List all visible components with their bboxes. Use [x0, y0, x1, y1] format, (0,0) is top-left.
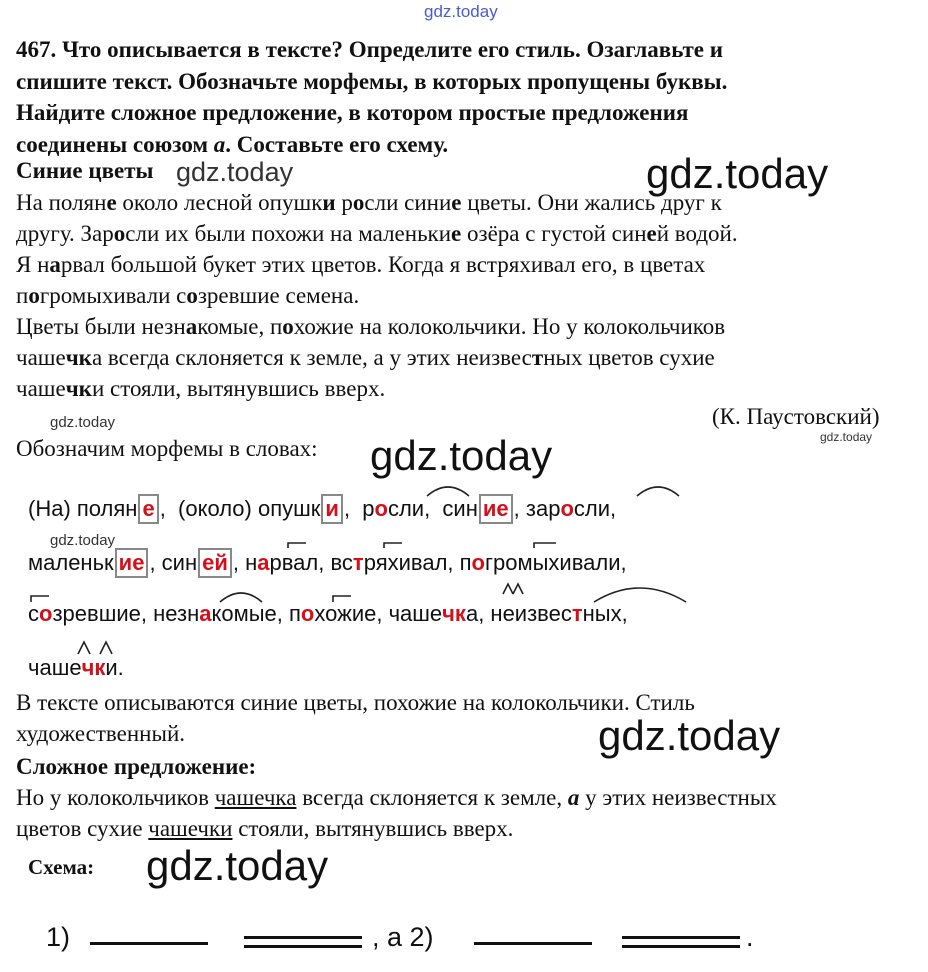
scheme-part-2: , а 2) — [372, 922, 434, 952]
morpheme-lines-2 — [0, 540, 928, 554]
author: (К. Паустовский) — [712, 404, 880, 429]
morpheme-arcs-1 — [0, 478, 928, 500]
scheme-predicate-2b — [622, 945, 740, 948]
story-line-3: Я нарвал большой букет этих цветов. Когда я встряхивал его, в цветах — [16, 252, 706, 277]
task-text — [16, 34, 916, 160]
task-line-3: Найдите сложное предложение, в котором простые предложения — [16, 100, 689, 125]
watermark-big-4: gdz.today — [146, 842, 329, 889]
answer-line-2: художественный. — [16, 721, 185, 746]
morpheme-marks-4 — [0, 636, 928, 658]
watermark-small-3: gdz.today — [50, 532, 116, 549]
task-line-2: спишите текст. Обозначьте морфемы, в которых пропущены буквы. — [16, 68, 728, 94]
scheme-predicate-1b — [244, 945, 362, 948]
watermark-top: gdz.today — [424, 2, 498, 21]
morpheme-line-2: маленьк ие , син ей , нарвал, встряхивал, погромыхивали, — [28, 548, 627, 578]
story-line-6: чашечка всегда склоняется к земле, а у этих неизвестных цветов сухие — [16, 345, 715, 370]
story-line-7: чашечки стояли, вытянувшись вверх. — [16, 376, 386, 401]
scheme-predicate-1a — [244, 936, 362, 939]
complex-heading: Сложное предложение: — [16, 754, 257, 779]
morpheme-line-4: чашечки. — [28, 655, 124, 680]
scheme-end: . — [746, 922, 754, 952]
scheme-part-1: 1) — [46, 922, 71, 952]
story-title: Синие цветы — [16, 158, 154, 183]
morpheme-line-3: созревшие, незнакомые, похожие, чашечка, неизвестных, — [28, 601, 628, 626]
watermark-small-1: gdz.today — [50, 414, 116, 431]
morpheme-line-1: (На) полян е , (около) опушк и , росли, син ие , заросли, — [28, 494, 616, 524]
story-line-4: погромыхивали созревшие семена. — [16, 283, 360, 308]
watermark-big-2: gdz.today — [370, 432, 553, 479]
complex-sentence-2: цветов сухие чашечки стояли, вытянувшись вверх. — [16, 816, 514, 841]
morpheme-marks-3 — [0, 580, 928, 606]
scheme-predicate-2a — [622, 936, 740, 939]
watermark-big-1: gdz.today — [646, 150, 829, 197]
scheme-subject-1 — [90, 942, 208, 945]
watermark-title: gdz.today — [176, 157, 294, 187]
scheme-label: Схема: — [28, 855, 95, 879]
complex-sentence-1: Но у колокольчиков чашечка всегда склоняется к земле, а у этих неизвестных — [16, 785, 777, 810]
task-line-4: соединены союзом а. Составьте его схему. — [16, 131, 449, 157]
scheme-subject-2 — [474, 942, 592, 945]
watermark-small-2: gdz.today — [820, 430, 873, 444]
morphemes-heading: Обозначим морфемы в словах: — [16, 436, 318, 461]
story-line-1: На поляне около лесной опушки росли синие цветы. Они жались друг к — [16, 190, 722, 215]
story-line-2: другу. Заросли их были похожи на маленькие озёра с густой синей водой. — [16, 221, 738, 246]
watermark-big-3: gdz.today — [598, 712, 781, 759]
task-line-1: 467. Что описывается в тексте? Определите его стиль. Озаглавьте и — [16, 37, 724, 62]
story-line-5: Цветы были незнакомые, похожие на колокольчики. Но у колокольчиков — [16, 314, 726, 339]
answer-line-1: В тексте описываются синие цветы, похожие на колокольчики. Стиль — [16, 690, 695, 715]
